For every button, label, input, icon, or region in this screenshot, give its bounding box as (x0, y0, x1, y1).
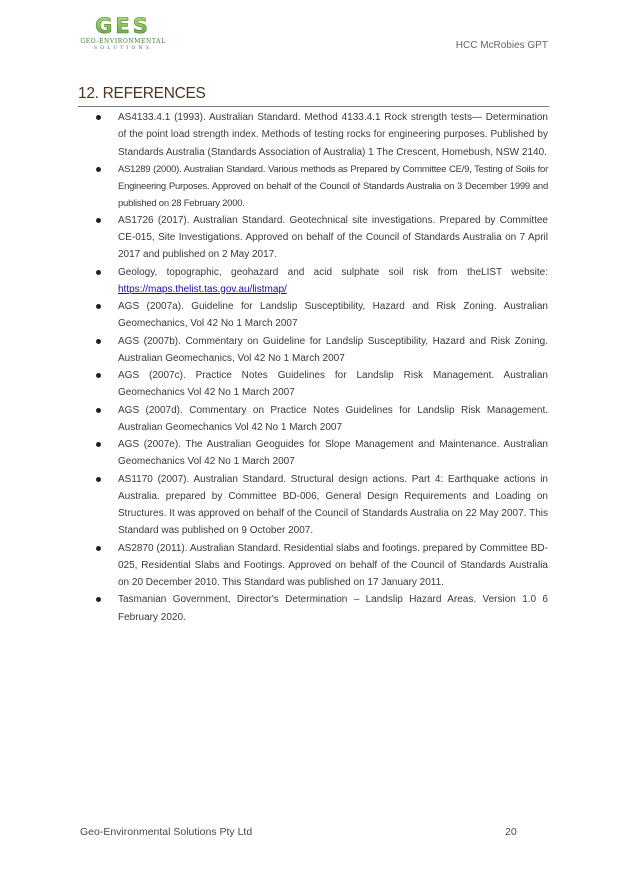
thelist-website-link[interactable]: https://maps.thelist.tas.gov.au/listmap/ (118, 283, 287, 295)
logo-line-2: SOLUTIONS (93, 46, 153, 51)
ges-logo-icon (87, 14, 159, 36)
reference-item: AS4133.4.1 (1993). Australian Standard. Method 4133.4.1 Rock strength tests— Determination of the point load strength index. Methods of testing rocks for engineering purposes. Published by Standards Australia (Standards Association of Australia) 1 The Crescent, Homebush, NSW 2140. (96, 109, 548, 161)
reference-item: AGS (2007b). Commentary on Guideline for Landslip Susceptibility, Hazard and Risk Zoning. Australian Geomechanics, Vol 42 No 1 March 2007 (96, 333, 548, 368)
logo-line-1: GEO-ENVIRONMENTAL (80, 38, 166, 45)
reference-item: AGS (2007a). Guideline for Landslip Susceptibility, Hazard and Risk Zoning. Australian Geomechanics, Vol 42 No 1 March 2007 (96, 298, 548, 333)
reference-item: Tasmanian Government, Director's Determination – Landslip Hazard Areas. Version 1.0 6 February 2020. (96, 591, 548, 626)
reference-item: AS1726 (2017). Australian Standard. Geotechnical site investigations. Prepared by Committee CE-015, Site Investigations. Approved on behalf of the Council of Standards Australia on 7 April 2017 and published on 2 May 2017. (96, 212, 548, 264)
reference-item (96, 264, 548, 299)
reference-item: AS1170 (2007). Australian Standard. Structural design actions. Part 4: Earthquake actions in Australia. prepared by Committee BD-006, General Design Requirements and Loading on Structures. It was approved on behalf of the Council of Standards Australia on 22 May 2007. This Standard was published on 9 October 2007. (96, 471, 548, 540)
page-number: 20 (505, 826, 517, 838)
svg-text:GES: GES (95, 14, 151, 36)
document-title: HCC McRobies GPT (455, 40, 548, 51)
reference-item: AS2870 (2011). Australian Standard. Residential slabs and footings. prepared by Committee BD-025, Residential Slabs and Footings. Approved on behalf of the Council of Standards Australia on 20 December 2010. This Standard was published on 17 January 2011. (96, 540, 548, 592)
section-heading: 12. REFERENCES (78, 85, 549, 107)
reference-text: Geology, topographic, geohazard and acid sulphate soil risk from theLIST website: (118, 266, 548, 278)
reference-item: AGS (2007c). Practice Notes Guidelines for Landslip Risk Management. Australian Geomechanics Vol 42 No 1 March 2007 (96, 367, 548, 402)
references-list (96, 109, 548, 626)
company-logo (78, 14, 168, 54)
footer-company: Geo-Environmental Solutions Pty Ltd (80, 826, 253, 838)
reference-item: AS1289 (2000). Australian Standard. Various methods as Prepared by Committee CE/9, Testing of Soils for Engineering Purposes. Approved on behalf of the Council of Standards Australia on 3 December 1999 and published on 28 February 2000. (96, 161, 548, 212)
reference-item: AGS (2007d). Commentary on Practice Notes Guidelines for Landslip Risk Management. Australian Geomechanics Vol 42 No 1 March 2007 (96, 402, 548, 437)
reference-item: AGS (2007e). The Australian Geoguides for Slope Management and Maintenance. Australian Geomechanics Vol 42 No 1 March 2007 (96, 436, 548, 471)
